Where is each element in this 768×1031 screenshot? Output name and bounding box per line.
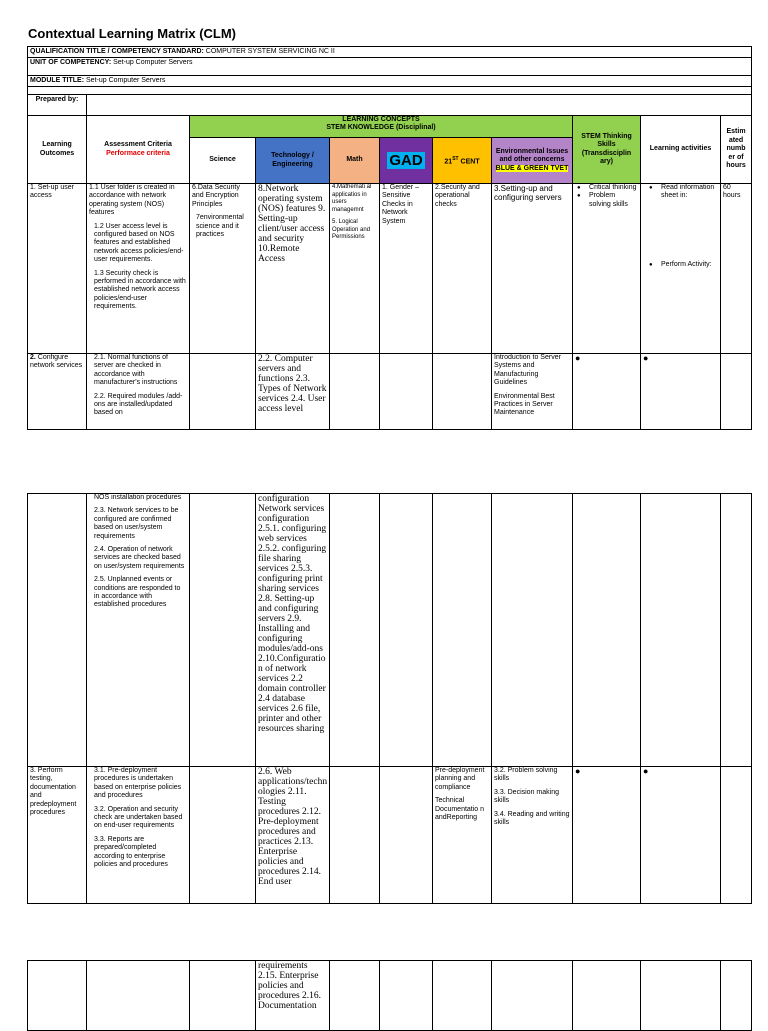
- science-cell: [190, 354, 256, 430]
- clm-meta-table: [27, 46, 752, 116]
- criteria-item: NOS installation procedures: [94, 494, 182, 501]
- module-row: [28, 76, 752, 87]
- qualification-label: QUALIFICATION TITLE / COMPETENCY STANDARD:: [30, 48, 204, 55]
- science-header: Science: [190, 138, 256, 184]
- thinking-cell: ●: [573, 354, 641, 430]
- hours-cell: [721, 961, 752, 1031]
- clm-matrix-continuation-table: [27, 493, 752, 904]
- science-cell: [190, 961, 256, 1031]
- table-row: [28, 494, 752, 767]
- thinking-item: ● Critical thinking: [575, 184, 638, 192]
- criteria-cell: [87, 184, 190, 354]
- gad-header: [380, 138, 433, 184]
- gad-cell: [380, 961, 433, 1031]
- table-row: [28, 354, 752, 430]
- science-item: 7environmental science and it practices: [196, 214, 244, 239]
- criteria-item: 1.2 User access level is configured based on NOS features and established network access policies/end-user requirements.: [94, 222, 184, 264]
- table-row: [28, 184, 752, 354]
- criteria-item: 2.4. Operation of network services are checked based on user/system requirements: [94, 546, 185, 570]
- env-item: 3.4. Reading and writing skills: [494, 810, 570, 827]
- math-cell: [330, 184, 380, 354]
- cent-cell: [433, 354, 492, 430]
- gad-cell: [380, 767, 433, 904]
- prepared-by-label: Prepared by:: [28, 95, 87, 116]
- gad-cell: [380, 494, 433, 767]
- learning-activities-header: Learning activities: [641, 116, 721, 184]
- technology-header: Technology / Engineering: [256, 138, 330, 184]
- cent-tail: CENT: [458, 157, 480, 165]
- table-row: [28, 767, 752, 904]
- cent-cell: [433, 961, 492, 1031]
- criteria-item: 3.3. Reports are prepared/completed according to enterprise policies and procedures: [94, 835, 168, 869]
- spacer-row: [28, 87, 752, 95]
- unit-row: [28, 58, 752, 76]
- math-cell: [330, 354, 380, 430]
- hours-cell: [721, 767, 752, 904]
- criteria-cell: [87, 494, 190, 767]
- hours-cell: [721, 354, 752, 430]
- cent-item: Pre-deployment planning and compliance: [435, 767, 485, 791]
- criteria-cell: [87, 767, 190, 904]
- env-cell: [492, 354, 573, 430]
- activity-item: ● Perform Activity:: [647, 261, 718, 269]
- math-cell: [330, 961, 380, 1031]
- env-cell: [492, 961, 573, 1031]
- hours-cell: [721, 494, 752, 767]
- prepared-by-value: [87, 95, 752, 116]
- outcome-text: Configure network services: [30, 354, 83, 370]
- criteria-item: 1.3 Security check is performed in accordance with established network access policies/end-user requirements.: [94, 269, 186, 311]
- module-label: MODULE TITLE:: [30, 77, 85, 84]
- outcome-cell: [28, 494, 87, 767]
- technology-cell: configuration Network services configuration 2.5.1. configuring web services 2.5.2. configuring file sharing services 2.5.3. configuring print sharing services 2.8. Setting-up and configuring servers 2.9. Installing and configuring modules/add-ons 2.10.Configuratio n of network services 2.2 domain controller 2.4 database services 2.6 file, printer and other resources sharing: [256, 494, 330, 767]
- thinking-item: ● Problem solving skills: [575, 192, 638, 209]
- clm-matrix-page3-table: [27, 960, 752, 1031]
- hours-cell: 60 hours: [721, 184, 752, 354]
- env-cell: [492, 767, 573, 904]
- criteria-item: 3.1. Pre-deployment procedures is undertaken based on enterprise policies and procedures: [94, 767, 182, 800]
- assessment-criteria-label: Assessment Criteria: [104, 141, 172, 149]
- unit-label: UNIT OF COMPETENCY:: [30, 59, 112, 66]
- math-header: Math: [330, 138, 380, 184]
- math-cell: [330, 494, 380, 767]
- science-cell: [190, 494, 256, 767]
- 21st-century-header: [433, 138, 492, 184]
- activities-cell: [641, 494, 721, 767]
- stem-knowledge-label: STEM KNOWLEDGE (Disciplinal): [326, 124, 436, 132]
- criteria-item: 3.2. Operation and security check are undertaken based on end-user requirements: [94, 805, 183, 830]
- cent-cell: 2.Security and operational checks: [433, 184, 492, 354]
- criteria-cell: [87, 354, 190, 430]
- env-item: 3.3. Decision making skills: [494, 788, 559, 805]
- environmental-header: [492, 138, 573, 184]
- learning-concepts-label: LEARNING CONCEPTS: [342, 116, 420, 123]
- cent-number: 21: [444, 157, 453, 165]
- cent-cell: [433, 767, 492, 904]
- outcome-cell: [28, 961, 87, 1031]
- performance-criteria-label: Performace criteria: [106, 149, 170, 157]
- thinking-cell: [573, 184, 641, 354]
- criteria-item: 2.3. Network services to be configured are confirmed based on user/system requirements: [94, 507, 179, 540]
- thinking-cell: [573, 961, 641, 1031]
- env-item: 3.2. Problem solving skills: [494, 767, 558, 783]
- activity-item: ● Read information sheet in:: [647, 184, 718, 201]
- blue-green-tvet-label: BLUE & GREEN TVET: [495, 164, 569, 172]
- criteria-item: 1.1 User folder is created in accordance with network operating system (NOS) features: [89, 184, 175, 217]
- stem-thinking-header: STEM Thinking Skills (Transdisciplin ary): [573, 116, 641, 184]
- cent-cell: [433, 494, 492, 767]
- unit-value: Set-up Computer Servers: [113, 59, 193, 66]
- criteria-item: 2.5. Unplanned events or conditions are responded to in accordance with established procedures: [94, 576, 181, 609]
- criteria-cell: [87, 961, 190, 1031]
- learning-outcomes-header: Learning Outcomes: [28, 116, 87, 184]
- module-value: Set-up Computer Servers: [86, 77, 166, 84]
- activities-cell: ●: [641, 354, 721, 430]
- math-cell: [330, 767, 380, 904]
- math-item: 4.Mathemati al applicatios in users managemnt: [332, 184, 372, 213]
- estimated-hours-header: Estim ated numb er of hours: [721, 116, 752, 184]
- activities-cell: ●: [641, 767, 721, 904]
- technology-cell: 8.Network operating system (NOS) features 9. Setting-up client/user access and security 10.Remote Access: [256, 184, 330, 354]
- technology-cell: 2.6. Web applications/techn ologies 2.11. Testing procedures 2.12. Pre-deployment procedures and practices 2.13. Enterprise policies and procedures 2.14. End user: [256, 767, 330, 904]
- learning-concepts-header: [190, 116, 573, 138]
- outcome-number: 2.: [30, 354, 36, 361]
- cent-superscript: ST: [452, 155, 459, 162]
- env-item: Environmental Best Practices in Server Maintenance: [494, 392, 555, 417]
- env-item: Introduction to Server Systems and Manufacturing Guidelines: [494, 354, 561, 387]
- page-title: Contextual Learning Matrix (CLM): [28, 26, 237, 41]
- environmental-label: Environmental Issues and other concerns: [495, 147, 569, 164]
- thinking-cell: ●: [573, 767, 641, 904]
- env-cell: 3.Setting-up and configuring servers: [492, 184, 573, 354]
- clm-matrix-table: [27, 115, 752, 430]
- cent-item: Technical Documentatio n andReporting: [435, 797, 485, 822]
- gad-cell: 1. Gender – Sensitive Checks in Network System: [380, 184, 433, 354]
- outcome-cell: 1. Set-up user access: [28, 184, 87, 354]
- science-cell: [190, 184, 256, 354]
- qualification-row: [28, 47, 752, 58]
- gad-cell: [380, 354, 433, 430]
- outcome-cell: 3. Perform testing, documentation and predeployment procedures: [28, 767, 87, 904]
- table-row: [28, 961, 752, 1031]
- technology-cell: 2.2. Computer servers and functions 2.3. Types of Network services 2.4. User access level: [256, 354, 330, 430]
- science-cell: [190, 767, 256, 904]
- activities-cell: [641, 184, 721, 354]
- criteria-item: 2.2. Required modules /add-ons are installed/updated based on: [94, 392, 183, 417]
- qualification-value: COMPUTER SYSTEM SERVICING NC II: [205, 48, 335, 55]
- technology-cell: requirements 2.15. Enterprise policies and procedures 2.16. Documentation: [256, 961, 330, 1031]
- assessment-criteria-header: [87, 116, 190, 184]
- thinking-cell: [573, 494, 641, 767]
- math-item: 5. Logical Operation and Permissions: [332, 219, 371, 240]
- env-cell: [492, 494, 573, 767]
- activities-cell: [641, 961, 721, 1031]
- criteria-item: 2.1. Normal functions of server are checked in accordance with manufacturer's instructions: [94, 354, 178, 387]
- science-item: 6.Data Security and Encryption Principles: [192, 184, 240, 208]
- outcome-cell: [28, 354, 87, 430]
- gad-label: GAD: [389, 151, 423, 169]
